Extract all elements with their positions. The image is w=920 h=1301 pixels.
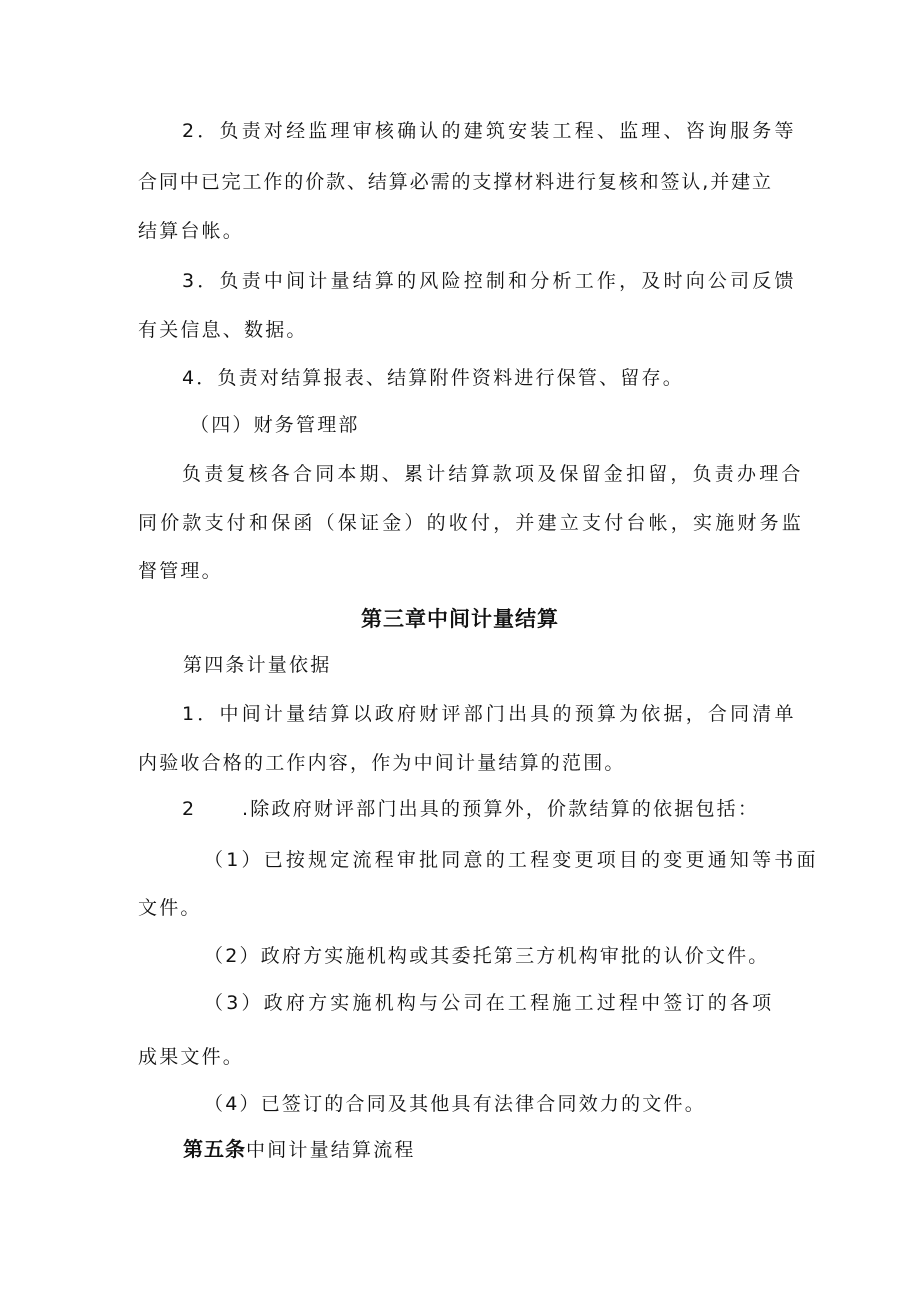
item-4-line-1: 4．负责对结算报表、结算附件资料进行保管、留存。 <box>182 367 684 389</box>
section-4-body-line-3: 督管理。 <box>138 560 223 582</box>
article-4-para-2-text: .除政府财评部门出具的预算外，价款结算的依据包括： <box>242 798 760 820</box>
section-4-body-line-1: 负责复核各合同本期、累计结算款项及保留金扣留，负责办理合 <box>182 463 804 485</box>
item-3-line-1: 3．负责中间计量结算的风险控制和分析工作，及时向公司反馈 <box>182 270 797 292</box>
article-4-para-1-line-2: 内验收合格的工作内容，作为中间计量结算的范围。 <box>138 752 626 774</box>
item-2-line-2: 合同中已完工作的价款、结算必需的支撑材料进行复核和签认,并建立 <box>138 171 773 193</box>
article-4-para-2-number: 2 <box>182 798 197 820</box>
section-4-body-line-2: 同价款支付和保函（保证金）的收付，并建立支付台帐，实施财务监 <box>138 512 805 534</box>
article-4-title: 第四条计量依据 <box>183 654 332 676</box>
article-4-sub-4: （4）已签订的合同及其他具有法律合同效力的文件。 <box>204 1093 706 1115</box>
item-3-line-2: 有关信息、数据。 <box>138 319 308 341</box>
article-5-heading <box>183 1139 416 1160</box>
item-2-line-3: 结算台帐。 <box>138 220 245 242</box>
chapter-title: 第三章中间计量结算 <box>361 607 559 631</box>
article-4-sub-2: （2）政府方实施机构或其委托第三方机构审批的认价文件。 <box>204 945 770 967</box>
article-4-sub-3-line-2: 成果文件。 <box>138 1046 245 1068</box>
article-4-sub-1-line-1: （1）已按规定流程审批同意的工程变更项目的变更通知等书面 <box>204 849 819 871</box>
article-4-sub-3-line-1: （3）政府方实施机构与公司在工程施工过程中签订的各项 <box>204 992 775 1014</box>
article-5-lead: 第五条 <box>183 1137 246 1161</box>
article-4-para-1-line-1: 1．中间计量结算以政府财评部门出具的预算为依据，合同清单 <box>182 703 797 725</box>
article-5-title: 中间计量结算流程 <box>246 1139 416 1161</box>
item-2-line-1: 2．负责对经监理审核确认的建筑安装工程、监理、咨询服务等 <box>182 120 797 142</box>
section-4-title: （四）财务管理部 <box>190 414 360 436</box>
article-4-sub-1-line-2: 文件。 <box>138 897 202 919</box>
